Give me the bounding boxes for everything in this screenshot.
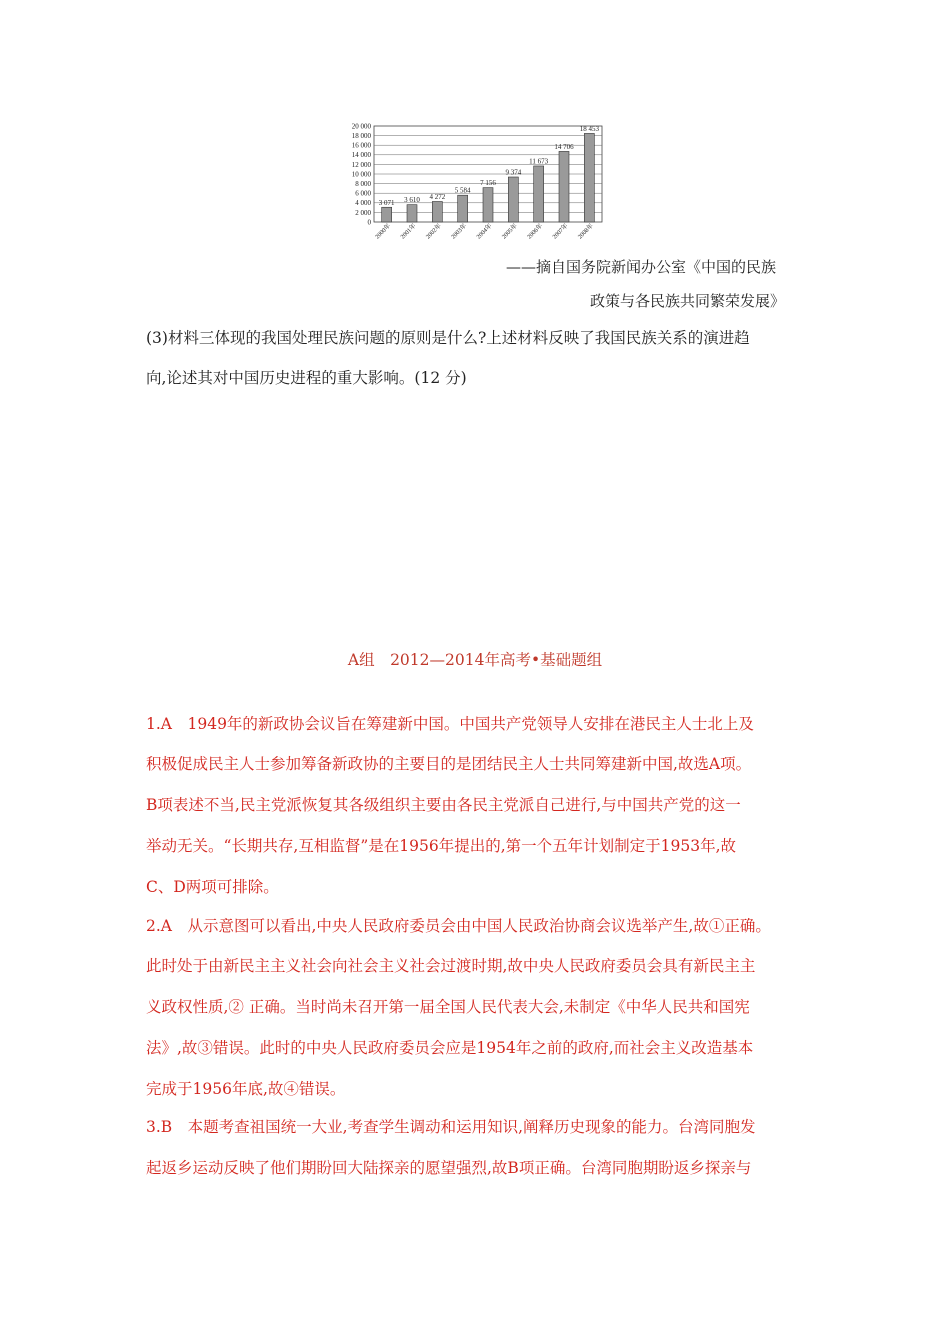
bar-value-label: 3 071: [378, 198, 395, 207]
bar-value-label: 9 374: [505, 168, 522, 177]
x-tick-label: 2003年: [450, 222, 469, 241]
bar: [382, 207, 392, 222]
y-tick-label: 12 000: [351, 160, 371, 169]
x-tick-label: 2002年: [424, 222, 443, 241]
x-tick-label: 2000年: [374, 222, 393, 241]
x-tick-label: 2005年: [500, 222, 519, 241]
y-tick-label: 6 000: [355, 189, 371, 198]
y-tick-label: 18 000: [351, 132, 371, 140]
answer-line: 积极促成民主人士参加筹备新政协的主要目的是团结民主人士共同筹建新中国,故选A项。: [146, 755, 752, 773]
question-line-1: (3)材料三体现的我国处理民族问题的原则是什么?上述材料反映了我国民族关系的演进趋: [146, 329, 750, 347]
y-tick-label: 20 000: [351, 122, 371, 131]
y-tick-label: 10 000: [351, 170, 371, 179]
bar: [559, 151, 569, 222]
y-tick-label: 2 000: [355, 208, 371, 217]
x-tick-label: 2001年: [399, 222, 418, 241]
bar: [584, 133, 594, 222]
question-line-2: 向,论述其对中国历史进程的重大影响。(12 分): [146, 369, 467, 387]
y-tick-label: 8 000: [355, 180, 371, 188]
answer-line: 3.B 本题考查祖国统一大业,考查学生调动和运用知识,阐释历史现象的能力。台湾同胞发: [146, 1118, 756, 1136]
y-tick-label: 14 000: [351, 151, 371, 160]
source-line-2: 政策与各民族共同繁荣发展》: [590, 292, 786, 310]
bar-value-label: 5 584: [454, 186, 471, 195]
y-tick-label: 0: [367, 218, 371, 227]
bar: [508, 177, 518, 222]
bar-value-label: 3 610: [404, 196, 420, 205]
answer-line: B项表述不当,民主党派恢复其各级组织主要由各民主党派自己进行,与中国共产党的这一: [146, 796, 741, 814]
answer-line: 起返乡运动反映了他们期盼回大陆探亲的愿望强烈,故B项正确。台湾同胞期盼返乡探亲与: [146, 1159, 752, 1177]
answer-line: 此时处于由新民主主义社会向社会主义社会过渡时期,故中央人民政府委员会具有新民主主: [146, 957, 756, 975]
x-tick-label: 2008年: [576, 222, 595, 241]
y-tick-label: 16 000: [351, 141, 371, 150]
bar-value-label: 11 673: [529, 157, 549, 166]
answer-line: 法》,故③错误。此时的中央人民政府委员会应是1954年之前的政府,而社会主义改造基本: [146, 1039, 754, 1057]
answer-line: C、D两项可排除。: [146, 878, 279, 896]
bar: [407, 205, 417, 222]
x-tick-label: 2007年: [551, 222, 570, 241]
answer-line: 完成于1956年底,故④错误。: [146, 1080, 346, 1098]
bar-value-label: 18 453: [579, 124, 599, 133]
source-line-1: ——摘自国务院新闻办公室《中国的民族: [506, 258, 777, 276]
section-heading: A组 2012—2014年高考•基础题组: [347, 651, 603, 669]
bar: [432, 201, 442, 222]
bar-value-label: 7 156: [480, 179, 496, 188]
answer-line: 义政权性质,② 正确。当时尚未召开第一届全国人民代表大会,未制定《中华人民共和国宪: [146, 998, 750, 1016]
answer-line: 2.A 从示意图可以看出,中央人民政府委员会由中国人民政治协商会议选举产生,故①正确。: [146, 917, 771, 935]
x-tick-label: 2004年: [475, 222, 494, 241]
bar: [458, 195, 468, 222]
x-tick-label: 2006年: [526, 222, 545, 241]
bar-value-label: 14 706: [554, 142, 574, 151]
bar: [534, 166, 544, 222]
bar-chart: [338, 118, 608, 254]
answer-line: 举动无关。“长期共存,互相监督”是在1956年提出的,第一个五年计划制定于1953年,故: [146, 837, 737, 855]
y-tick-label: 4 000: [355, 199, 371, 208]
bar-value-label: 4 272: [429, 192, 446, 201]
bar: [483, 188, 493, 222]
answer-line: 1.A 1949年的新政协会议旨在筹建新中国。中国共产党领导人安排在港民主人士北上及: [146, 715, 754, 733]
